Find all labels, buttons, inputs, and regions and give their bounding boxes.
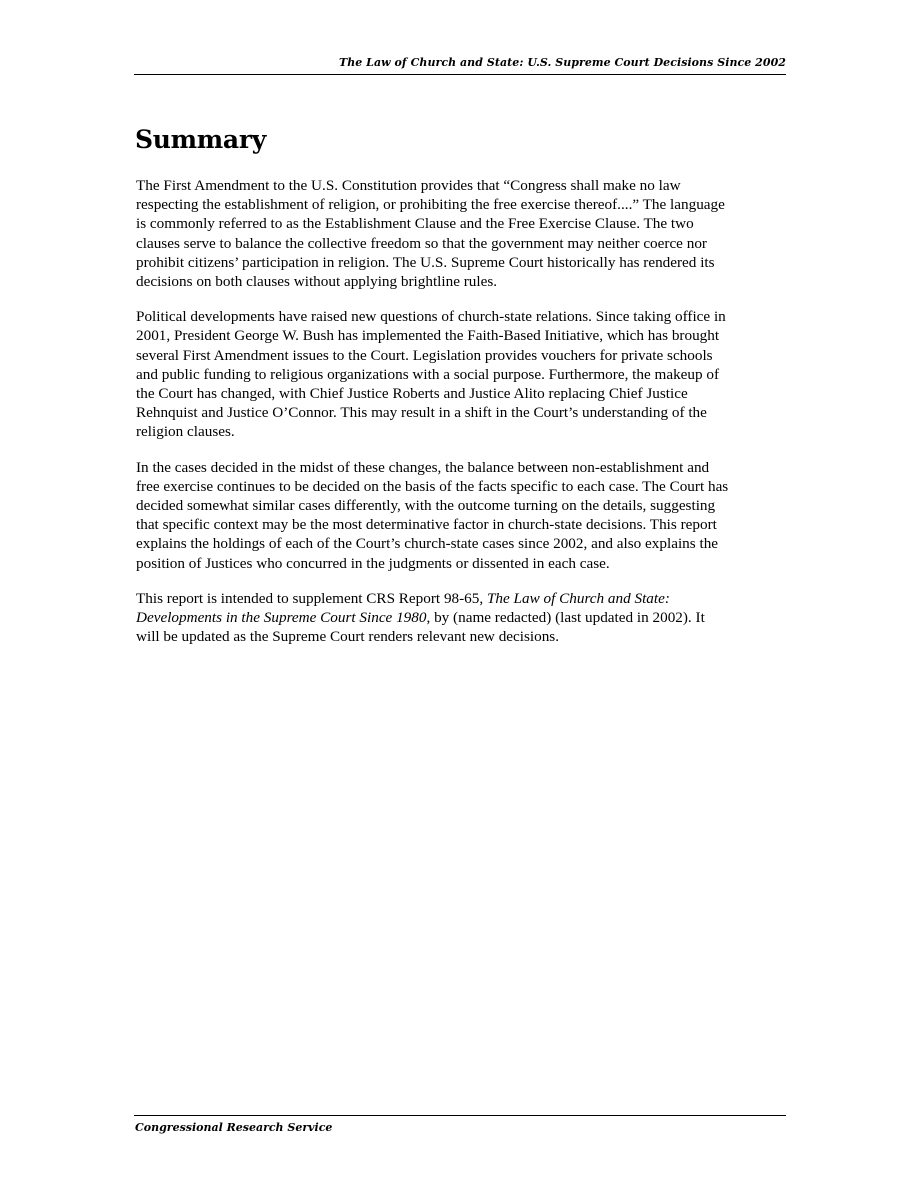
text-line: position of Justices who concurred in the judgments or dissented in each case. <box>136 554 610 572</box>
text-line: decided somewhat similar cases differently, with the outcome turning on the details, suggesting <box>136 497 716 515</box>
report-title-italic: Developments in the Supreme Court Since 1980 <box>136 609 427 627</box>
page-footer <box>134 1115 786 1134</box>
text-line: In the cases decided in the midst of these changes, the balance between non-establishment and <box>136 458 710 476</box>
text-line: Political developments have raised new questions of church-state relations. Since taking office in <box>136 308 726 326</box>
text-line: will be updated as the Supreme Court renders relevant new decisions. <box>136 628 560 646</box>
text-line: prohibit citizens’ participation in religion. The U.S. Supreme Court historically has rendered its <box>136 253 715 271</box>
summary-paragraph-4 <box>136 589 786 647</box>
text-line: The First Amendment to the U.S. Constitution provides that “Congress shall make no law <box>136 177 681 194</box>
summary-paragraph-2 <box>136 307 786 441</box>
text-line: decisions on both clauses without applying brightline rules. <box>136 273 498 291</box>
text-line: clauses serve to balance the collective freedom so that the government may neither coerce nor <box>136 234 707 252</box>
running-title: The Law of Church and State: U.S. Supreme Court Decisions Since 2002 <box>338 56 786 69</box>
text-line: the Court has changed, with Chief Justice Roberts and Justice Alito replacing Chief Justice <box>136 385 688 403</box>
summary-paragraph-3 <box>136 458 786 573</box>
text-line: respecting the establishment of religion, or prohibiting the free exercise thereof....” The language <box>136 196 725 214</box>
text-line: that specific context may be the most determinative factor in church-state decisions. This report <box>136 516 717 534</box>
text-run: This report is intended to supplement CRS Report 98-65, <box>136 589 487 607</box>
summary-body <box>136 176 786 662</box>
text-line: free exercise continues to be decided on the basis of the facts specific to each case. The Court has <box>136 477 729 495</box>
text-run: , by (name redacted) (last updated in 2002). It <box>426 609 705 627</box>
text-line: explains the holdings of each of the Court’s church-state cases since 2002, and also explains the <box>136 535 719 553</box>
page-title: Summary <box>135 125 266 154</box>
text-line <box>136 589 786 608</box>
text-line: and public funding to religious organizations with a social purpose. Furthermore, the makeup of <box>136 365 720 383</box>
footer-organization: Congressional Research Service <box>135 1121 333 1134</box>
page-header <box>134 56 786 75</box>
summary-paragraph-1 <box>136 176 786 291</box>
text-line <box>136 608 786 627</box>
text-line: Rehnquist and Justice O’Connor. This may result in a shift in the Court’s understanding of the <box>136 404 707 422</box>
text-line: is commonly referred to as the Establishment Clause and the Free Exercise Clause. The two <box>136 215 694 233</box>
text-line: religion clauses. <box>136 423 235 441</box>
text-line: several First Amendment issues to the Court. Legislation provides vouchers for private schools <box>136 346 713 364</box>
text-line: 2001, President George W. Bush has implemented the Faith-Based Initiative, which has brought <box>136 327 720 345</box>
report-title-italic: The Law of Church and State: <box>486 589 670 607</box>
